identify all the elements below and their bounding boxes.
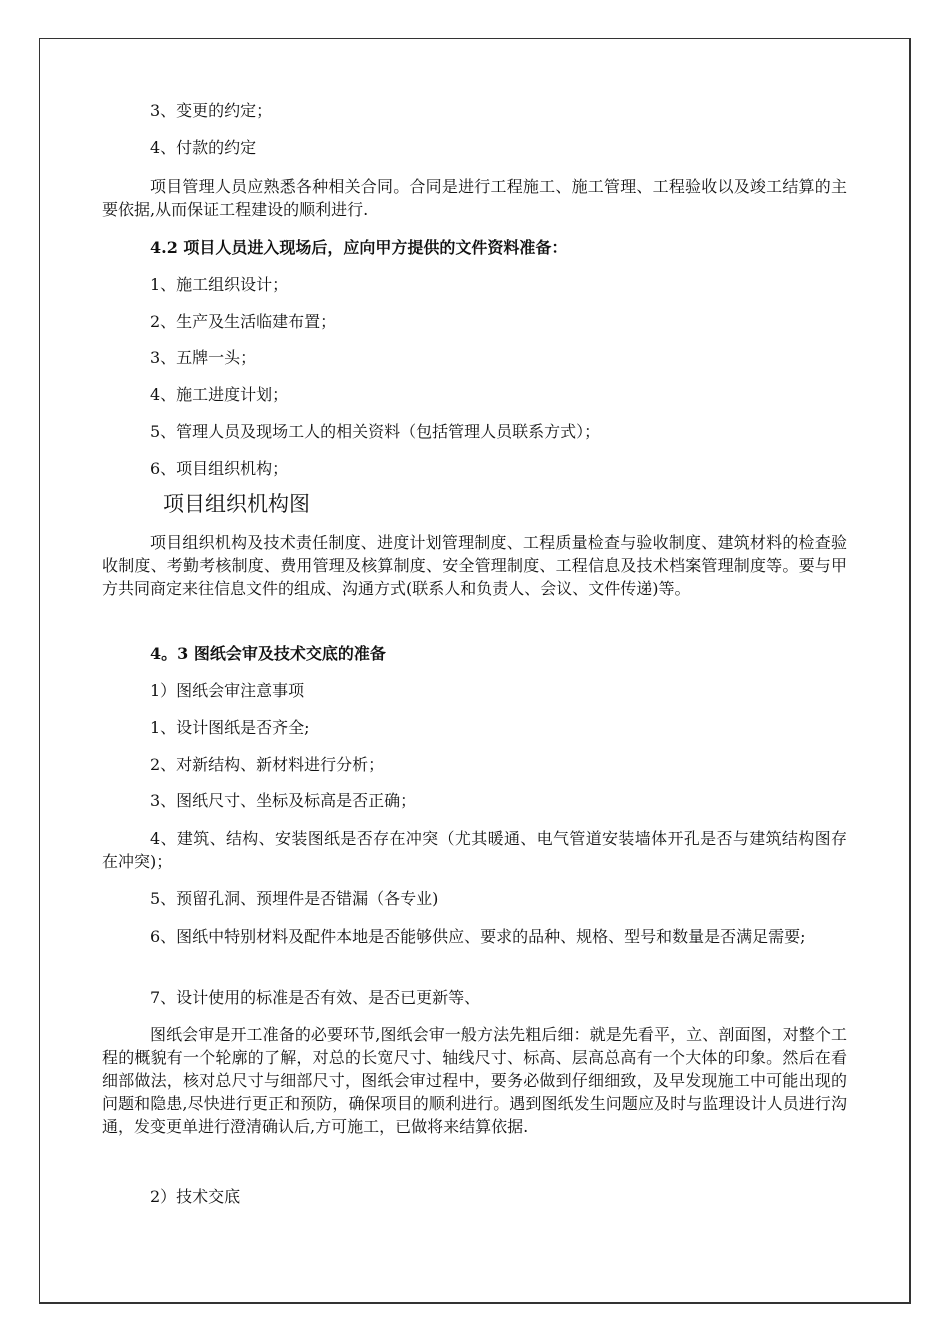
section-heading-4-2: 4.2 项目人员进入现场后，应向甲方提供的文件资料准备： — [150, 238, 568, 257]
list-item: 5、管理人员及现场工人的相关资料（包括管理人员联系方式）； — [150, 422, 601, 441]
list-item: 4、建筑、结构、安装图纸是否存在冲突（尤其暖通、电气管道安装墙体开孔是否与建筑结构图存在冲突)； — [102, 829, 847, 871]
paragraph: 图纸会审是开工准备的必要环节,图纸会审一般方法先粗后细：就是先看平，立、剖面图，对整个工程的概貌有一个轮廓的了解，对总的长宽尺寸、轴线尺寸、标高、层高总高有一个大体的印象。然后在看细部做法，核对总尺寸与细部尺寸，图纸会审过程中，要务必做到仔细细致，及早发现施工中可能出现的问题和隐患,尽快进行更正和预防，确保项目的顺利进行。遇到图纸发生问题应及时与监理设计人员进行沟通，发变更单进行澄清确认后,方可施工，已做将来结算依据. — [102, 1025, 847, 1136]
list-item: 1、设计图纸是否齐全; — [150, 718, 310, 737]
subheading: 2）技术交底 — [150, 1187, 241, 1206]
paragraph: 项目管理人员应熟悉各种相关合同。合同是进行工程施工、施工管理、工程验收以及竣工结算的主要依据,从而保证工程建设的顺利进行. — [102, 177, 847, 219]
list-item: 7、设计使用的标准是否有效、是否已更新等、 — [150, 988, 481, 1007]
list-item: 6、图纸中特别材料及配件本地是否能够供应、要求的品种、规格、型号和数量是否满足需要; — [150, 927, 806, 946]
paragraph: 项目组织机构及技术责任制度、进度计划管理制度、工程质量检查与验收制度、建筑材料的检查验收制度、考勤考核制度、费用管理及核算制度、安全管理制度、工程信息及技术档案管理制度等。要与甲方共同商定来往信息文件的组成、沟通方式(联系人和负责人、会议、文件传递)等。 — [102, 533, 847, 598]
list-item: 6、项目组织机构； — [150, 459, 289, 478]
figure-caption: 项目组织机构图 — [163, 492, 310, 516]
list-item: 3、图纸尺寸、坐标及标高是否正确； — [150, 791, 417, 810]
list-item: 1、施工组织设计； — [150, 275, 289, 294]
subheading: 1）图纸会审注意事项 — [150, 681, 305, 700]
section-heading-4-3: 4。3 图纸会审及技术交底的准备 — [150, 644, 386, 663]
paragraph: 4、付款的约定 — [150, 138, 257, 157]
list-item: 2、对新结构、新材料进行分析； — [150, 755, 385, 774]
list-item: 5、预留孔洞、预埋件是否错漏（各专业) — [150, 889, 439, 908]
list-item: 4、施工进度计划； — [150, 385, 289, 404]
paragraph: 3、变更的约定； — [150, 101, 273, 120]
list-item: 2、生产及生活临建布置； — [150, 312, 337, 331]
list-item: 3、五牌一头； — [150, 348, 257, 367]
